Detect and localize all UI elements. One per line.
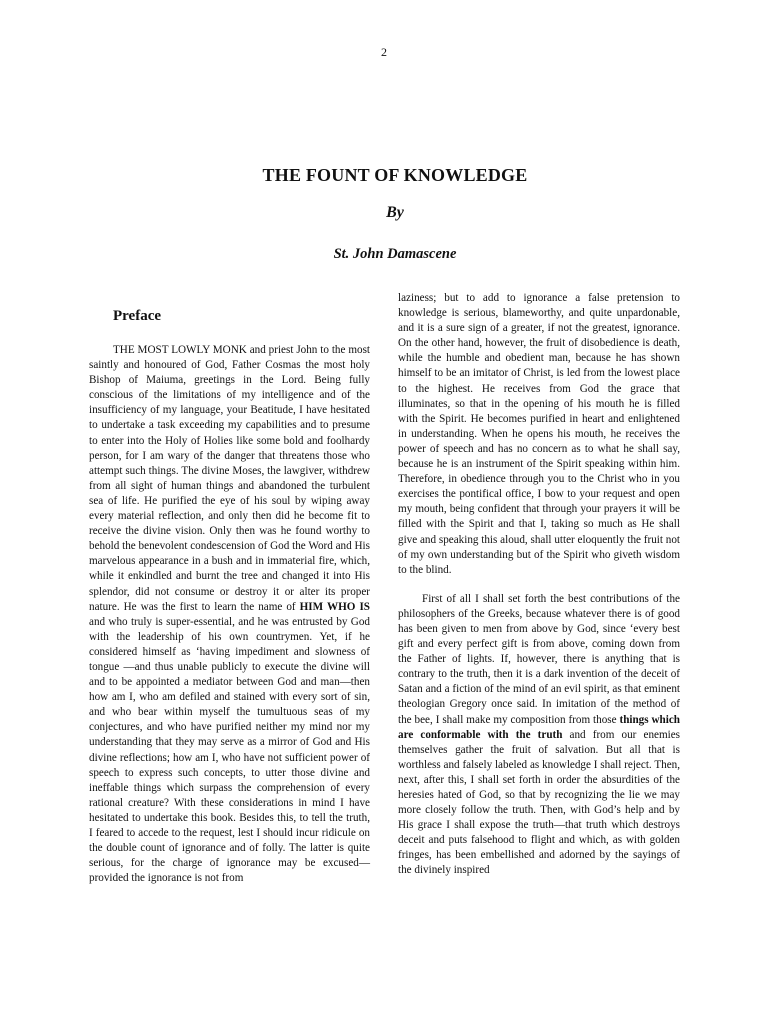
page-number: 2 — [381, 45, 387, 59]
paragraph-text: and from our enemies themselves gather the fruit of salvation. But all that is worthless and falsely labeled as knowledge I shall reject. Then, next, after this, I shall set forth in order the absurdities of the heresies hated of God, so that by recognizing the lie we may more closely follow the truth. Then, with God’s help and by His grace I shall expose the truth—that truth which destroys deceit and puts falsehood to flight and which, as with golden fringes, has been embellished and adorned by the sayings of the divinely inspired — [398, 728, 680, 877]
preface-paragraph-2 — [398, 592, 680, 879]
paragraph-text: THE MOST LOWLY MONK and priest John to the most saintly and honoured of God, Father Cosmas the most holy Bishop of Maiuma, greetings in the Lord. Being fully conscious of the limitations of my intelligence and of the insufficiency of my language, your Beatitude, I have hesitated to undertake a task exceeding my capabilities and to presume to enter into the Holy of Holies like some bold and foolhardy person, for I am wary of the danger that threatens those who attempt such things. The divine Moses, the lawgiver, withdrew from all sight of human things and abandoned the turbulent sea of life. He purified the eye of his soul by wiping away every material reflection, and only then did he become fit to receive the divine vision. Only then was he found worthy to behold the benevolent condescension of God the Word and His marvelous appearance in a bush and in immaterial fire, which, while it enkindled and burnt the tree and changed it into His splendor, did not consume or destroy it or alter its proper nature. He was the first to learn the name of — [89, 344, 370, 613]
bold-phrase-conformable-with-truth: things which are conformable with the truth — [398, 713, 680, 741]
preface-paragraph-1 — [89, 343, 370, 886]
paragraph-text: First of all I shall set forth the best contributions of the philosophers of the Greeks, because whatever there is of good has been given to men from above by God, since ‘every best gift and every perfect gift is from above, coming down from the Father of lights. If, however, there is anything that is contrary to the truth, then it is a dark invention of the deceit of Satan and a fiction of the mind of an evil spirit, as that eminent theologian Gregory once said. In imitation of the method of the bee, I shall make my composition from those — [398, 592, 680, 726]
document-title: THE FOUNT OF KNOWLEDGE — [262, 165, 528, 185]
paragraph-text: and who truly is super-essential, and he was entrusted by God with the leadership of his own countrymen. Yet, if he considered himself as ‘having impediment and slowness of tongue —and thus unable publicly to execute the divine will and to be appointed a mediator between God and man—then how am I, who am defiled and stained with every sort of sin, and who bear within myself the tumultuous seas of my conjectures, and who have purified neither my mind nor my understanding that they may serve as a mirror of God and His divine reflections; how am I, who have not sufficient power of speech to express such concepts, to utter those divine and ineffable things which surpass the comprehension of every rational creature? With these considerations in mind I have hesitated to undertake this book. Besides this, to tell the truth, I feared to accede to the request, lest I should incur ridicule on the double count of ignorance and of folly. The latter is quite serious, for the charge of ignorance may be excused—provided the ignorance is not from — [89, 615, 370, 885]
author-name: St. John Damascene — [333, 246, 457, 262]
preface-heading: Preface — [113, 308, 162, 324]
byline-by: By — [386, 204, 404, 221]
left-column — [89, 306, 370, 886]
bold-phrase-him-who-is: HIM WHO IS — [299, 600, 370, 613]
preface-paragraph-1-continued: laziness; but to add to ignorance a false pretension to knowledge is serious, blameworthy, and quite unpardonable, and it is a sure sign of a greater, if not the greatest, ignorance. On the other hand, however, the fruit of disobedience is death, while the humble and obedient man, because he has shown himself to be an imitator of Christ, is led from the lowest place to the highest. He receives from God the grace that illuminates, so that in the opening of his mouth he is filled with the Spirit. He becomes purified in heart and enlightened in understanding. When he opens his mouth, he receives the power of speech and has no concern as to what he shall say, because he is an instrument of the Spirit speaking within him. Therefore, in obedience through you to the Christ who in you exercises the pontifical office, I bow to your request and open my mouth, being confident that through your prayers it will be filled with the Spirit and that I, taking so much as He shall give and speaking this aloud, shall utter eloquently the fruit not of my own understanding but of the Spirit who giveth wisdom to the blind. — [398, 292, 680, 576]
right-column — [398, 291, 680, 879]
